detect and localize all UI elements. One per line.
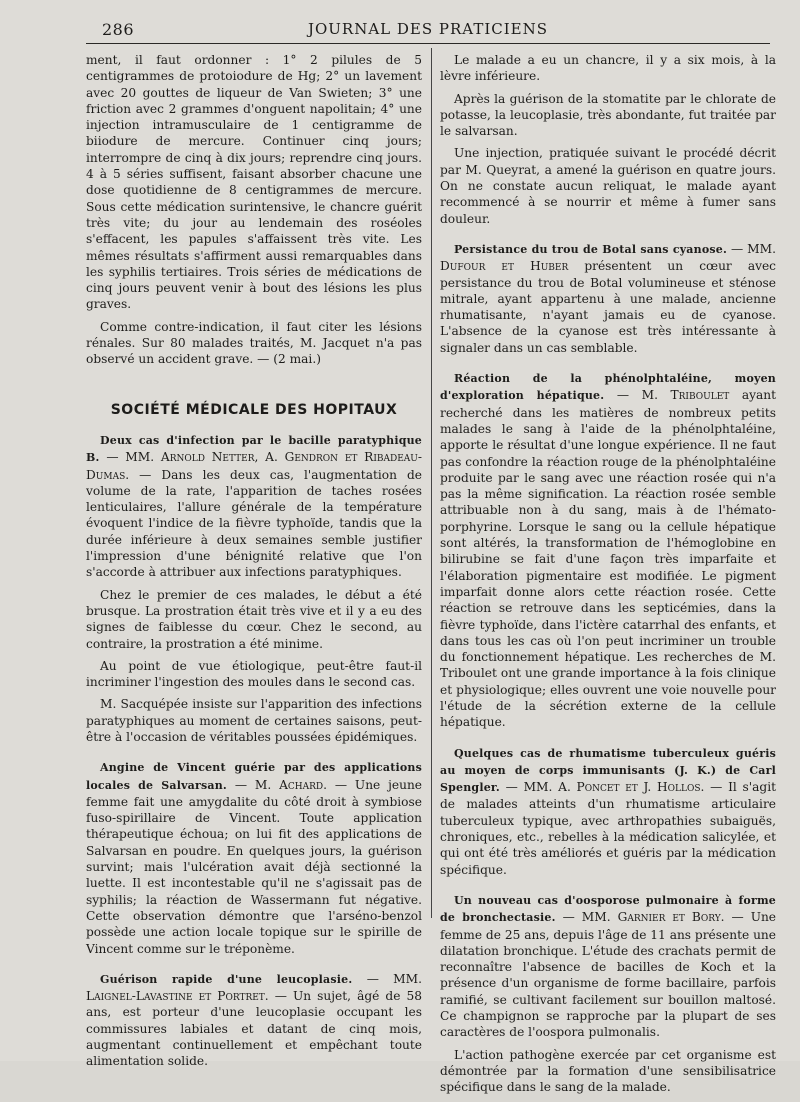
right-column [440, 52, 776, 1102]
left-column [86, 52, 422, 1076]
header-rule [86, 43, 770, 44]
article-paragraph: M. Sacquépée insiste sur l'apparition des infections paratyphiques au moment de certaines saisons, peut-être à l'occasion de véritables poussées épidémiques. [86, 697, 422, 744]
article-dufour [440, 241, 776, 356]
article-poncet [440, 745, 776, 878]
article-heading: Quelques cas de rhumatisme tuberculeux guéris au moyen de corps immunisants (J. K.) de Carl Spengler. [440, 746, 776, 795]
article-triboulet [440, 370, 776, 731]
article-text: présentent un cœur avec persistance du trou de Botal volumineuse et sténose mitrale, ayant appartenu à une malade, ancienne rhumatisante, n'ayant jamais eu de cyanose. L'absence de la cyanose est très intéressante à signaler dans un cas semblable. [440, 259, 777, 355]
article-text: — Un sujet, âgé de 58 ans, est porteur d'une leucoplasie occupant les commissures labiales et datant de cinq mois, augmentant continuellement et empêchant toute alimentation solide. [86, 989, 422, 1069]
article-laignel [86, 971, 422, 1070]
article-authors: — M. Achard. [234, 777, 327, 792]
article-authors: — MM. A. Poncet et J. Hollos. [505, 780, 705, 795]
article-paragraph: Chez le premier de ces malades, le début a été brusque. La prostration était très vive et il y a eu des signes de faiblesse du cœur. Chez le second, au contraire, la prostration a été minime. [86, 587, 422, 651]
intro-paragraph: ment, il faut ordonner : 1° 2 pilules de 5 centigrammes de protoiodure de Hg; 2° un lavement avec 20 gouttes de liqueur de Van Swieten; 3° une friction avec 2 grammes d'onguent napolitain; 4° une injection intramusculaire de 1 centigramme de biiodure de mercure. Continuer cinq jours; interrompre de cinq à dix jours; reprendre cinq jours. 4 à 5 séries suffisent, faisant absorber chacune une dose quotidienne de 8 centigrammes de mercure. Sous cette médication surintensive, le chancre guérit très vite; du jour au lendemain des roséoles s'effacent, les papules s'affaissent très vite. Les mêmes résultats s'affirment aussi remarquables dans les syphilis tertiaires. Trois séries de médications de cinq jours peuvent venir à bout des lésions les plus graves. [86, 53, 422, 312]
article-text: — Une femme de 25 ans, depuis l'âge de 11 ans présente une dilatation bronchique. L'étude des crachats permit de reconnaître l'absence de bacilles de Koch et la présence d'un organisme de forme bacillaire, parfois ramifié, se cultivant facilement sur bouillon maltosé. Ce champignon se rapproche par la plupart de ses caractères de l'oospora pulmonalis. [440, 910, 777, 1040]
article-authors: — MM. Laignel-Lavastine et Portret. [86, 971, 423, 1004]
article-authors: — MM. Dufour et Huber [440, 241, 777, 274]
article-authors: — MM. Arnold Netter, A. Gendron et Ribadeau-Dumas. [86, 450, 423, 482]
article-garnier [440, 892, 776, 1041]
article-heading: Deux cas d'infection par le bacille paratyphique B. [86, 433, 422, 465]
intro-paragraph: Le malade a eu un chancre, il y a six mois, à la lèvre inférieure. [440, 53, 776, 84]
page-number: 286 [102, 20, 135, 39]
article-text: ayant recherché dans les matières de nombreux petits malades le sang à l'aide de la phénolphtaléine, apporte le résultat d'une longue expérience. Il ne faut pas confondre la réaction rouge de la phénolphtaléine produite par le sang avec une réaction rosée qui n'a pas la même signification. La réaction rosée semble attribuable non à du sang, mais à de l'hémato-porphyrine. Lorsque le sang ou la cellule hépatique sont altérés, la transformation de l'hémoglobine en bilirubine se fait d'une façon très imparfaite et l'élaboration pigmentaire est modifiée. Le pigment imparfait donne alors cette réaction rosée. Cette réaction se retrouve dans les septicémies, dans la fièvre typhoïde, dans l'ictère catarrhal des enfants, et dans tous les cas où l'on peut incriminer un trouble du fonctionnement hépatique. Les recherches de M. Triboulet ont une grande importance à la fois clinique et physiologique; elles ouvrent une voie nouvelle pour l'étude de la sécrétion externe de la cellule hépatique. [440, 388, 777, 730]
article-authors: — M. Triboulet [616, 388, 730, 403]
article-heading: Réaction de la phénolphtaléine, moyen d'exploration hépatique. [440, 372, 776, 403]
article-paragraph: Au point de vue étiologique, peut-être faut-il incriminer l'ingestion des moules dans le second cas. [86, 658, 422, 690]
article-paragraph: L'action pathogène exercée par cet organisme est démontrée par la formation d'une sensibilisatrice spécifique dans le sang de la malade. [440, 1047, 776, 1095]
intro-paragraph: Une injection, pratiquée suivant le procédé décrit par M. Queyrat, a amené la guérison en quatre jours. On ne constate aucun reliquat, le malade ayant recommencé à se nourrir et même à fumer sans douleur. [440, 146, 776, 226]
column-divider [431, 48, 432, 918]
article-netter [86, 432, 422, 581]
article-heading: Angine de Vincent guérie par des applications locales de Salvarsan. [86, 761, 422, 792]
article-achard [86, 759, 422, 957]
page-header [86, 16, 770, 44]
section-title: SOCIÉTÉ MÉDICALE DES HOPITAUX [110, 401, 398, 418]
article-text: — Il s'agit de malades atteints d'un rhumatisme articulaire tuberculeux typique, avec arthropathies subaiguës, chroniques, etc., rebelles à la médication salicylée, et qui ont été très améliorés et guéris par la médication spécifique. [440, 780, 776, 877]
article-heading: Persistance du trou de Botal sans cyanose. [454, 242, 727, 256]
intro-paragraph: Après la guérison de la stomatite par le chlorate de potasse, la leucoplasie, très abondante, fut traitée par le salvarsan. [440, 91, 776, 139]
article-heading: Un nouveau cas d'oosporose pulmonaire à forme de bronchectasie. [440, 893, 776, 925]
article-heading: Guérison rapide d'une leucoplasie. [100, 972, 353, 986]
article-text: — Une jeune femme fait une amygdalite du côté droit à symbiose fuso-spirillaire de Vincent. Toute application thérapeutique échoua; on lui fit des applications de Salvarsan en poudre. En quelques jours, la guérison survint; mais l'ulcération avait déjà sectionné la luette. Il est incontestable qu'il ne s'agissait pas de syphilis; la réaction de Wassermann fut négative. Cette observation démontre que l'arséno-benzol possède une action locale topique sur le spirille de Vincent comme sur le tréponème. [86, 777, 423, 956]
intro-paragraph: Comme contre-indication, il faut citer les lésions rénales. Sur 80 malades traités, M. Jacquet n'a pas observé un accident grave. — (2 mai.) [86, 319, 422, 367]
article-text: — Dans les deux cas, l'augmentation de volume de la rate, l'apparition de taches rosées lenticulaires, l'allure générale de la température évoquent l'indice de la fièvre typhoïde, tandis que la durée inférieure à deux semaines semble justifier l'impression d'une bénignité relative que l'on s'accorde à attribuer aux infections paratyphiques. [86, 467, 423, 580]
article-authors: — MM. Garnier et Bory. [562, 910, 725, 925]
journal-title: JOURNAL DES PRATICIENS [307, 20, 549, 38]
